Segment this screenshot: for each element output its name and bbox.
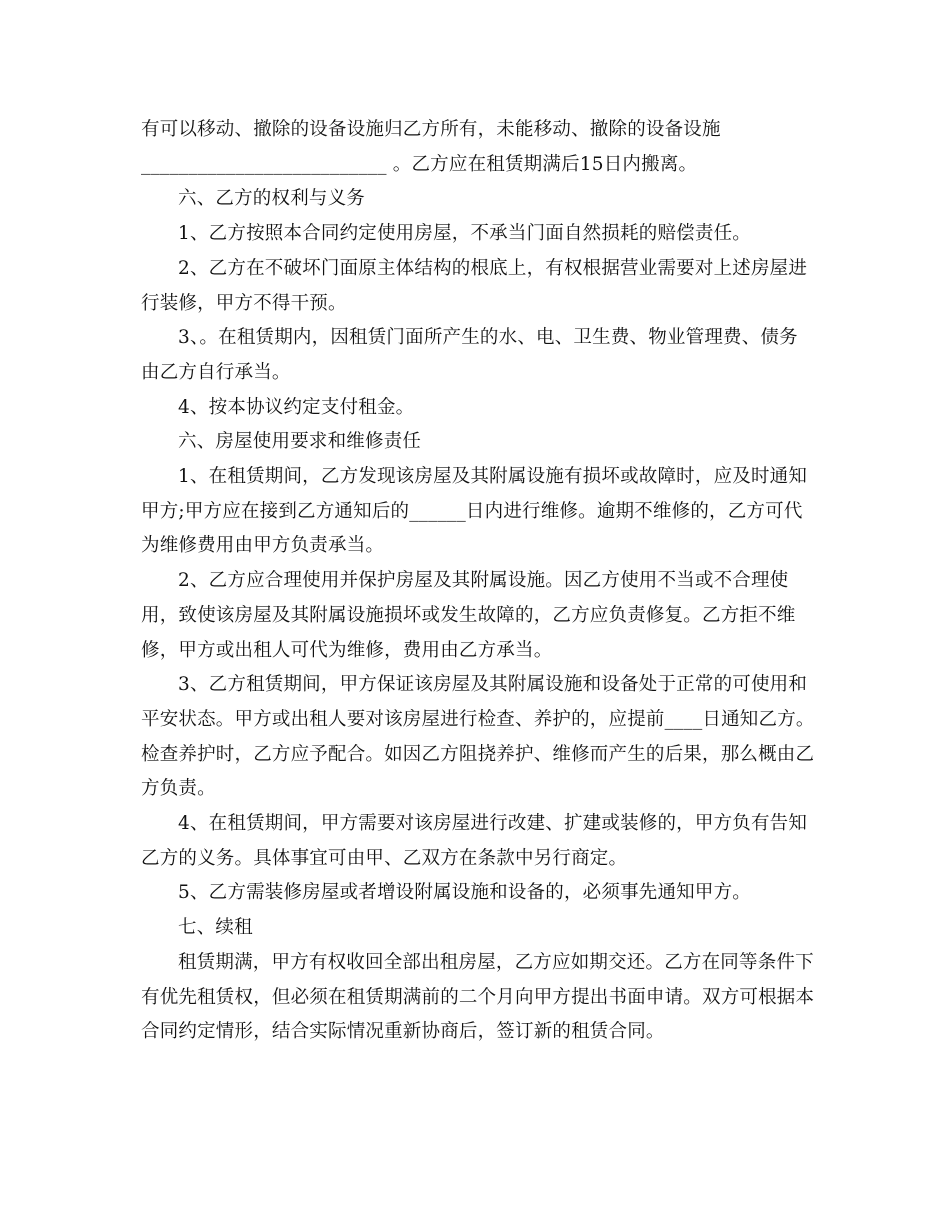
clause-text: 1、在租赁期间，乙方发现该房屋及其附属设施有损坏或故障时，应及时通知甲方;甲方应在接到乙方通知后的______日内进行维修。逾期不维修的，乙方可代为维修费用由甲方负责承当。 — [141, 466, 808, 557]
clause-renewal — [141, 946, 816, 1050]
clause-5-notify — [141, 876, 816, 911]
paragraph-move-out — [141, 148, 816, 183]
paragraph-text: 有可以移动、撤除的设备设施归乙方所有，未能移动、撤除的设备设施 — [141, 119, 721, 140]
paragraph-text: 。乙方应在租赁期满后15日内搬离。 — [386, 153, 698, 175]
clause-text: 2、乙方应合理使用并保护房屋及其附属设施。因乙方使用不当或不合理使用，致使该房屋及其附属设施损坏或发生故障的，乙方应负责修复。乙方拒不维修，甲方或出租人可代为维修，费用由乙方承当。 — [141, 570, 796, 661]
clause-2-proper-use — [141, 564, 816, 668]
clause-4-rent — [141, 391, 816, 426]
blank-fill-line: __________________________ — [141, 153, 387, 175]
clause-text: 5、乙方需装修房屋或者增设附属设施和设备的，必须事先通知甲方。 — [178, 882, 751, 904]
clause-1-repair-notice — [141, 460, 816, 564]
clause-2-renovation — [141, 252, 816, 321]
clause-text: 3、。在租赁期内，因租赁门面所产生的水、电、卫生费、物业管理费、债务由乙方自行承当。 — [141, 327, 798, 383]
clause-text: 4、按本协议约定支付租金。 — [178, 396, 415, 418]
section-heading-lessee-rights: 六、乙方的权利与义务 — [178, 188, 366, 210]
clause-3-safety-inspection — [141, 668, 816, 807]
section-heading-maintenance: 六、房屋使用要求和维修责任 — [178, 431, 422, 453]
clause-text: 3、乙方租赁期间，甲方保证该房屋及其附属设施和设备处于正常的可使用和平安状态。甲方或出租人要对该房屋进行检查、养护的，应提前____日通知乙方。检查养护时，乙方应予配合。如因乙方阻挠养护、维修而产生的后果，那么概由乙方负责。 — [141, 674, 815, 800]
paragraph-equipment — [141, 113, 816, 148]
clause-text: 1、乙方按照本合同约定使用房屋，不承当门面自然损耗的赔偿责任。 — [178, 223, 751, 245]
document-body — [141, 113, 816, 1050]
clause-text: 4、在租赁期间，甲方需要对该房屋进行改建、扩建或装修的，甲方负有告知乙方的义务。具体事宜可由甲、乙双方在条款中另行商定。 — [141, 813, 808, 869]
clause-text: 2、乙方在不破坏门面原主体结构的根底上，有权根据营业需要对上述房屋进行装修，甲方不得干预。 — [141, 257, 808, 314]
clause-1-use — [141, 217, 816, 252]
clause-3-fees — [141, 321, 816, 390]
clause-4-alterations — [141, 807, 816, 876]
clause-text: 租赁期满，甲方有权收回全部出租房屋，乙方应如期交还。乙方在同等条件下有优先租赁权，但必须在租赁期满前的二个月向甲方提出书面申请。双方可根据本合同约定情形，结合实际情况重新协商后，签订新的租赁合同。 — [141, 951, 815, 1043]
section-heading-renewal: 七、续租 — [178, 917, 253, 939]
